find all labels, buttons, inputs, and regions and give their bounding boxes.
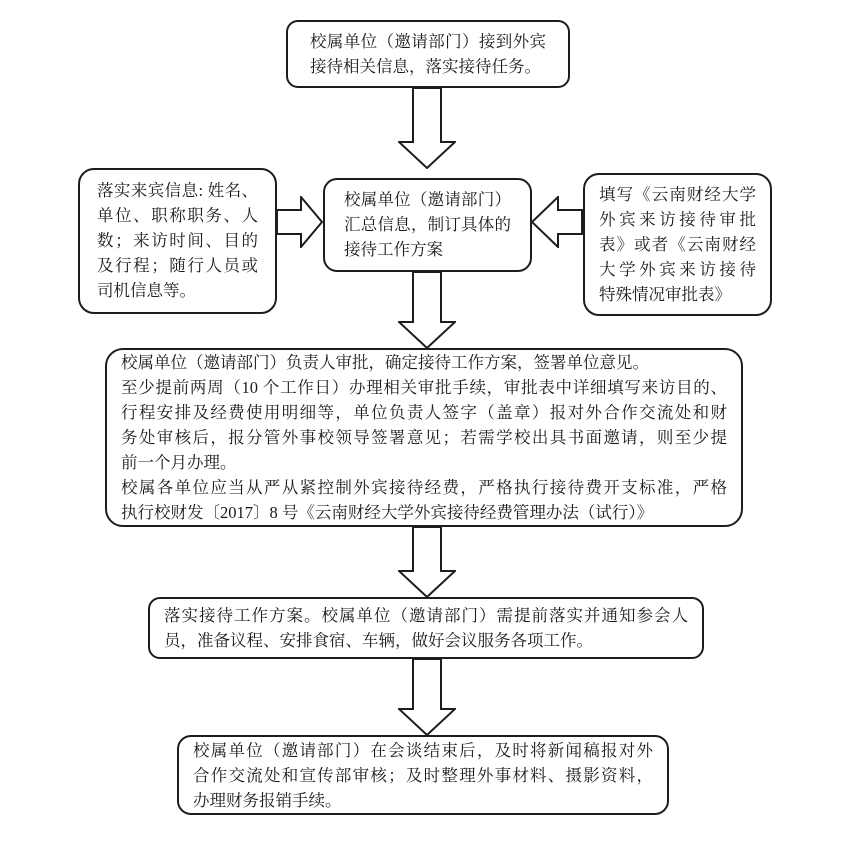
approval-paragraph-1: 校属单位（邀请部门）负责人审批，确定接待工作方案，签署单位意见。 [121,353,649,372]
node-approval [105,348,743,527]
arrow-down-icon [398,526,456,598]
arrow-down-icon [398,87,456,169]
node-implement-plan: 落实接待工作方案。校属单位（邀请部门）需提前落实并通知参会人 员，准备议程、安排食宿、车辆，做好会议服务各项工作。 [148,597,704,659]
node-receive-task: 校属单位（邀请部门）接到外宾 接待相关信息，落实接待任务。 [286,20,570,88]
arrow-right-icon [276,196,323,248]
node-guest-info: 落实来宾信息: 姓名、 单位、职称职务、人 数；来访时间、目的 及行程；随行人员或 司机信息等。 [78,168,277,314]
node-make-plan: 校属单位（邀请部门） 汇总信息，制订具体的 接待工作方案 [323,178,532,272]
node-wrapup: 校属单位（邀请部门）在会谈结束后，及时将新闻稿报对外 合作交流处和宣传部审核；及时整理外事材料、摄影资料， 办理财务报销手续。 [177,735,669,815]
arrow-down-icon [398,658,456,736]
arrow-left-icon [531,196,583,248]
approval-paragraph-2: 至少提前两周（10 个工作日）办理相关审批手续，审批表中详细填写来访目的、 行程安排及经费使用明细等，单位负责人签字（盖章）报对外合作交流处和财 务处审核后，报分管外事校领导签署意见；若需学校出具书面邀请，则至少提 前一个月办理。 [121,378,727,472]
approval-paragraph-3: 校属各单位应当从严从紧控制外宾接待经费，严格执行接待费开支标准，严格 执行校财发〔2017〕8 号《云南财经大学外宾接待经费管理办法（试行）》 [121,478,727,522]
arrow-down-icon [398,271,456,349]
node-fill-forms: 填写《云南财经大学 外宾来访接待审批 表》或者《云南财经 大学外宾来访接待 特殊情况审批表》 [583,173,772,316]
